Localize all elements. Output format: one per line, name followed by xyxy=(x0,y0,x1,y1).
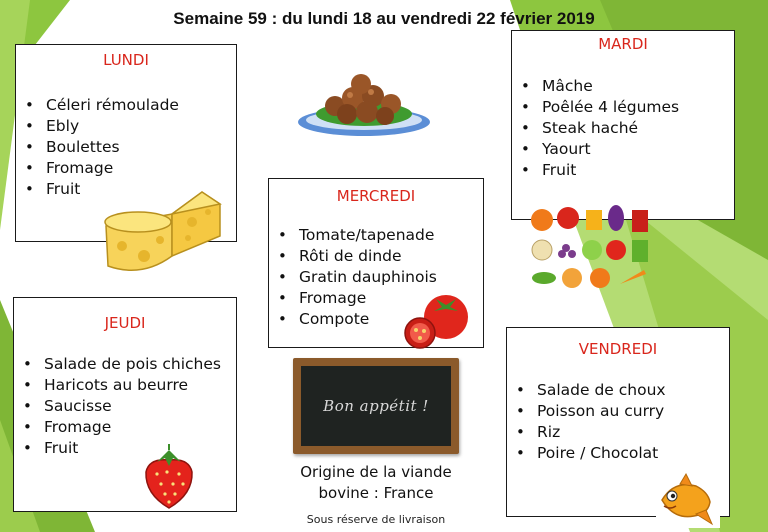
menu-item: • Poêlée 4 légumes xyxy=(512,97,734,118)
menu-item: • Poisson au curry xyxy=(507,401,729,422)
chalkboard-surface xyxy=(301,366,451,446)
menu-item: • Ebly xyxy=(16,116,236,137)
vegetables-image xyxy=(528,198,654,290)
day-card-jeudi xyxy=(13,297,237,512)
menu-item: • Compote xyxy=(269,309,483,330)
day-title: VENDREDI xyxy=(578,340,658,358)
origin-line-1: Origine de la viande xyxy=(300,463,452,481)
menu-item: • Yaourt xyxy=(512,139,734,160)
day-title: MARDI xyxy=(598,35,648,53)
menu-item: • Poire / Chocolat xyxy=(507,443,729,464)
menu-item: • Haricots au beurre xyxy=(14,375,236,396)
strawberry-image xyxy=(141,444,197,510)
menu-item: • Fruit xyxy=(16,179,236,200)
menu-item: • Rôti de dinde xyxy=(269,246,483,267)
menu-list xyxy=(512,76,734,181)
menu-item: • Céleri rémoulade xyxy=(16,95,236,116)
day-title: LUNDI xyxy=(103,51,149,69)
page-title: Semaine 59 : du lundi 18 au vendredi 22 février 2019 xyxy=(173,9,595,28)
day-title: MERCREDI xyxy=(336,187,416,205)
cheese-image xyxy=(102,186,226,282)
chalkboard xyxy=(293,358,459,454)
menu-item: • Fruit xyxy=(14,438,236,459)
menu-item: • Fromage xyxy=(14,417,236,438)
menu-item: • Salade de pois chiches xyxy=(14,354,236,375)
menu-item: • Steak haché xyxy=(512,118,734,139)
menu-list xyxy=(16,95,236,200)
menu-item: • Fromage xyxy=(16,158,236,179)
menu-item: • Fromage xyxy=(269,288,483,309)
chalkboard-text: Bon appétit ! xyxy=(323,397,429,415)
meatballs-plate-image xyxy=(295,62,433,142)
menu-item: • Gratin dauphinois xyxy=(269,267,483,288)
meat-origin-note xyxy=(268,462,484,504)
menu-item: • Salade de choux xyxy=(507,380,729,401)
fish-image xyxy=(656,470,720,528)
menu-item: • Saucisse xyxy=(14,396,236,417)
menu-item: • Boulettes xyxy=(16,137,236,158)
delivery-reserve-note: Sous réserve de livraison xyxy=(306,513,446,526)
menu-item: • Riz xyxy=(507,422,729,443)
origin-line-2: bovine : France xyxy=(318,484,434,502)
day-card-mardi xyxy=(511,30,735,220)
menu-item: • Tomate/tapenade xyxy=(269,225,483,246)
menu-item: • Mâche xyxy=(512,76,734,97)
tomato-image xyxy=(402,293,472,351)
day-title: JEUDI xyxy=(104,314,146,332)
menu-list xyxy=(14,354,236,459)
menu-item: • Fruit xyxy=(512,160,734,181)
menu-list xyxy=(507,380,729,464)
